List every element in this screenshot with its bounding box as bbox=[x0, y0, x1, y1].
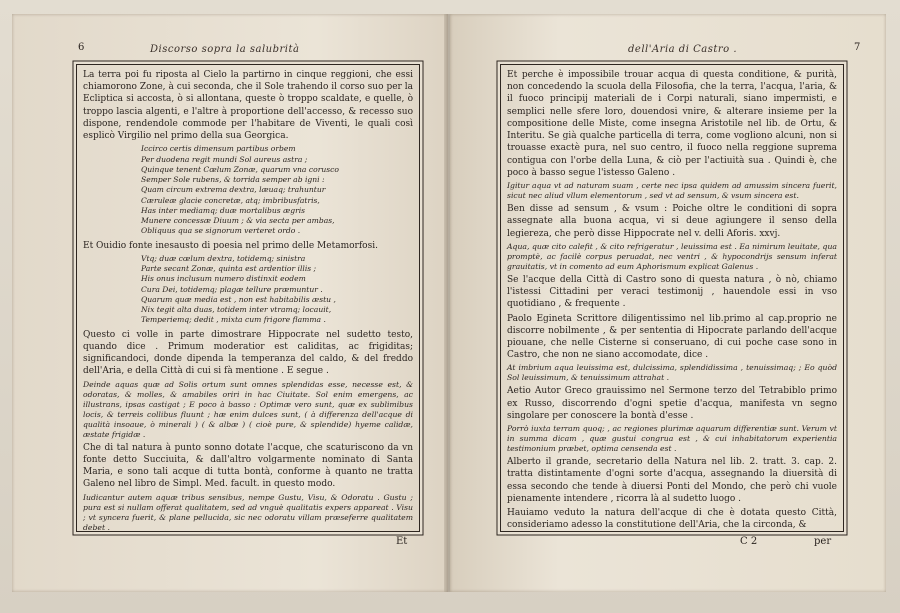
verse-line: Munere concessæ Diuum ; & via secta per ambas, bbox=[141, 216, 335, 226]
verse-line: Vtq; duæ cœlum dextra, totidemq; sinistra bbox=[141, 253, 306, 263]
verse-line: Semper Sole rubens, & torrida semper ab igni : bbox=[141, 175, 325, 185]
quotation: Igitur aqua vt ad naturam suam , certe nec ipsa quidem ad amussim sincera fuerit, sicut nec aliud vllum elementorum , sed vt ad sensum, & vsum sincera est. bbox=[507, 181, 837, 201]
verse-line: Nix tegit alta duas, totidem inter vtramq; locauit, bbox=[141, 305, 332, 315]
verse-line: Quarum quæ media est , non est habitabilis æstu , bbox=[141, 294, 336, 304]
paragraph: Che di tal natura à punto sonno dotate l'acque, che scaturiscono da vn fonte detto Succiuita, & dall'altro volgarmente nominato di Santa Maria, e sono tali acque di tutta bontà, conforme à quanto ne tratta Galeno nel libro de Simpl. Med. facult. in questo modo. bbox=[83, 442, 413, 490]
paragraph: Paolo Egineta Scrittore diligentissimo nel lib.primo al cap.proprio ne discorre nobilmente , & per sententia di Hipocrate parlando dell'acque piouane, che nelle Cisterne si conseruano, di cui poche case sono in Castro, che non ne siano accomodate, dice . bbox=[507, 313, 837, 361]
verse-line: Cura Dei, totidemq; plagæ tellure præmuntur . bbox=[141, 284, 323, 294]
quotation: Aqua, quæ cito calefit , & cito refrigeratur , leuissima est . Ea nimirum leuitate, qua promptè, ac facilè corpus peruadat, nec ventri , & hypocondrijs sensum inferat grauitatis, vt in comento ad eum Aphorismum explicat Galenus . bbox=[507, 241, 837, 271]
verse-block bbox=[141, 254, 413, 326]
verse-line: Has inter mediamq; duæ mortalibus ægris bbox=[141, 205, 306, 215]
signature-mark: C 2 bbox=[740, 536, 758, 547]
paragraph: Ben disse ad sensum , & vsum : Poiche oltre le conditioni di sopra assegnate alla buona acqua, vi si deue agiungere il senso della legiereza, che però disse Hippocrate nel v. delli Aforis. xxvj. bbox=[507, 204, 837, 239]
paragraph: Hauiamo veduto la natura dell'acque di che è dotata questo Città, consideriamo adesso la constitutione dell'Aria, che la circonda, & bbox=[507, 508, 837, 531]
book-spread bbox=[12, 14, 886, 592]
paragraph: La terra poi fu riposta al Cielo la partirno in cinque reggioni, che essi chiamorono Zone, à cui seconda, che il Sole trahendo il corso suo per la Ecliptica si accosta, ò si allontana, queste ò troppo scaldate, e quelle, ò troppo lascia algenti, e l'altre à proportione dell'accesso, & recesso suo dispone, rendendole commode per l'habitare de Viventi, le quali così esplicò Virgilio nel primo della sua Georgica. bbox=[83, 70, 413, 142]
left-page bbox=[12, 14, 448, 592]
verse-line: Quam circum extrema dextra, læuaq; trahuntur bbox=[141, 185, 326, 195]
running-head: Discorso sopra la salubrità bbox=[150, 44, 300, 55]
quotation: Deinde aquas quæ ad Solis ortum sunt omnes splendidas esse, necesse est, & odoratas, & molles, & amabiles oriri in hac Ciuitate. Sol enim emergens, ac illustrans, ipsas castigat ; E poco à basso : Optimæ vero sunt, quæ ex sublimibus locis, & terreis collibus fluunt ; hæ enim dulces sunt, ( à differenza dell'acque di qualità insoaue, ò minerali ) ( & albæ ) ( cioè pure, & splendide) hyeme calidæ, æstate frigidæ . bbox=[83, 379, 413, 439]
paragraph: Se l'acque della Città di Castro sono di questa natura , ò nò, chiamo l'istessi Cittadini per veraci testimonij , hauendole essi in vso quotidiano , & frequente . bbox=[507, 274, 837, 310]
paragraph: Alberto il grande, secretario della Natura nel lib. 2. tratt. 3. cap. 2. tratta distintamente d'ogni sorte d'acqua, assegnando la diuersità di essa secondo che tende à diuersi Ponti del Mondo, che però chi vuole pienamente intendere , ricorra là al sudetto luogo . bbox=[507, 457, 837, 504]
text-block bbox=[500, 64, 844, 532]
verse-line: Temperiemq; dedit , mixta cum frigore flamma . bbox=[141, 315, 326, 325]
paragraph: Et Ouidio fonte inesausto di poesia nel primo delle Metamorfosi. bbox=[83, 240, 378, 251]
right-page bbox=[450, 14, 886, 592]
verse-line: Quinque tenent Cœlum Zonæ, quarum vna corusco bbox=[141, 164, 339, 174]
paragraph: Et perche è impossibile trouar acqua di questa conditione, & purità, non concedendo la scuola della Filosofia, che la terra, l'acqua, l'aria, & il fuoco principij materiali de i Corpi naturali, siano impermisti, e semplici nelle sfere loro, douendosi vnire, & alterare insieme per la compositione delle Miste, come insegna Aristotile nel lib. de Ortu, & Interitu. Se già qualche particella di terra, come vogliono alcuni, non si trouasse exactè pura, nel suo centro, il fuoco nella reggione suprema contigua con l'orbe della Luna, & ciò per l'actiuità sua . Quindi è, che poco à basso segue l'istesso Galeno . bbox=[507, 70, 837, 178]
verse-line: Obliquus qua se signorum verteret ordo . bbox=[141, 226, 301, 236]
paragraph: Questo ci volle in parte dimostrare Hippocrate nel sudetto testo, quando dice . Primum moderatior est caliditas, ac frigiditas; significandoci, donde dipenda la temperanza del caldo, & del freddo dell'Aria, e della Città di cui si fà mentione . E segue . bbox=[83, 329, 413, 377]
verse-line: Iccirco certis dimensum partibus orbem bbox=[141, 144, 296, 154]
paragraph: Aetio Autor Greco grauissimo nel Sermone terzo del Tetrabiblo primo ex Russo, discorrendo d'ogni spetie d'acqua, manifesta vn segno singolare per conoscere la bontà d'esse . bbox=[507, 386, 837, 421]
quotation: Iudicantur autem aquæ tribus sensibus, nempe Gustu, Visu, & Odoratu . Gustu ; pura est si nullam offerat qualitatem, sed ad vnguè qualitatis expers appareat . Visu ; vt syncera fuerit, & plane pellucida, sic nec odoratu villam præseferre qualitatem debet . bbox=[83, 492, 413, 532]
verse-line: Parte secant Zonæ, quinta est ardentior illis ; bbox=[141, 264, 317, 274]
page-number: 6 bbox=[78, 42, 85, 53]
catchword: per bbox=[814, 536, 832, 547]
verse-line: Cæruleæ glacie concretæ, atq; imbribusfatris, bbox=[141, 195, 320, 205]
quotation: Porrò iuxta terram quoq; , ac regiones plurimæ aquarum differentiæ sunt. Verum vt in summa dicam , quæ gustui congrua est , & cui inhabitatorum experientia testimonium præbet, optima censenda est . bbox=[507, 424, 837, 454]
running-head: dell'Aria di Castro . bbox=[628, 44, 738, 55]
quotation: At imbrium aqua leuissima est, dulcissima, splendidissima , tenuissimaq; ; Eo quòd Sol leuissimum, & tenuissimum attrahat . bbox=[507, 363, 837, 383]
verse-line: His onus inclusum numero distinxit eodem bbox=[141, 274, 306, 284]
catchword: Et bbox=[396, 536, 408, 547]
page-number: 7 bbox=[854, 42, 861, 53]
text-block bbox=[76, 64, 420, 532]
verse-line: Per duodena regit mundi Sol aureus astra ; bbox=[141, 154, 308, 164]
verse-block bbox=[141, 144, 413, 236]
